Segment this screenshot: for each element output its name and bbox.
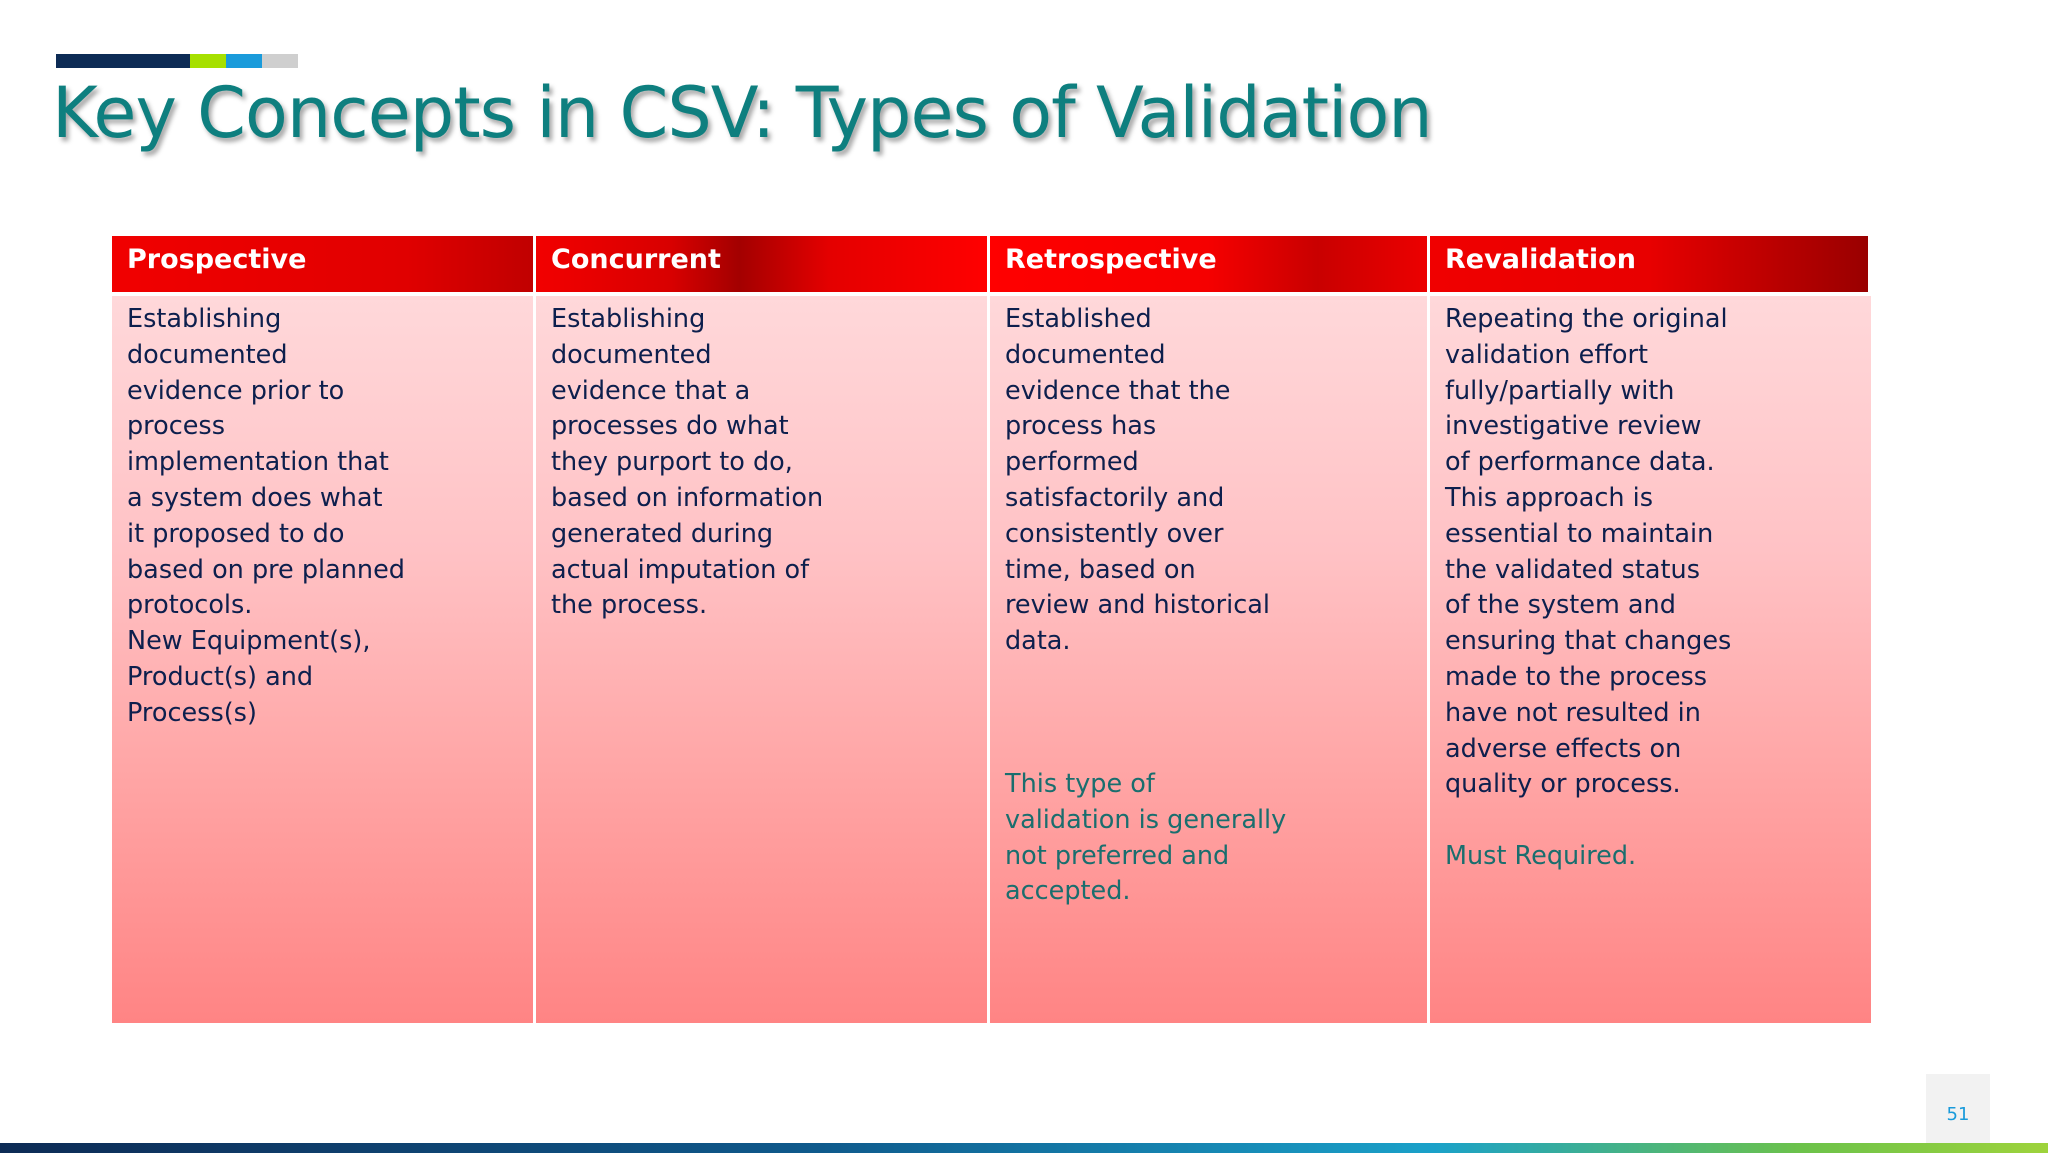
- text-line: made to the process: [1445, 661, 1708, 692]
- text-line: satisfactorily and: [1005, 482, 1225, 513]
- accent-segment-navy: [56, 54, 190, 68]
- text-line: validation effort: [1445, 339, 1648, 370]
- cell-retrospective: [990, 296, 1430, 1023]
- text-line: ensuring that changes: [1445, 626, 1732, 657]
- text-line: implementation that: [127, 447, 389, 478]
- spacer: [1445, 803, 1857, 839]
- text-line: have not resulted in: [1445, 697, 1701, 728]
- spacer: [1005, 660, 1413, 767]
- text-line: This approach is: [1445, 482, 1654, 513]
- text-line: actual imputation of: [551, 554, 810, 585]
- note-line: accepted.: [1005, 876, 1131, 907]
- text-line: they purport to do,: [551, 447, 793, 478]
- slide-title: Key Concepts in CSV: Types of Validation: [52, 72, 1432, 154]
- text-line: generated during: [551, 518, 774, 549]
- header-prospective: Prospective: [112, 236, 536, 296]
- bottom-gradient-bar: [0, 1143, 2048, 1153]
- text-line: documented: [1005, 339, 1166, 370]
- cell-revalidation: [1430, 296, 1871, 1023]
- text-line: Repeating the original: [1445, 304, 1728, 334]
- text-line: New Equipment(s),: [127, 626, 371, 657]
- header-retrospective: Retrospective: [990, 236, 1430, 296]
- text-line: essential to maintain: [1445, 518, 1714, 549]
- text-line: evidence prior to: [127, 375, 345, 406]
- text-line: it proposed to do: [127, 518, 345, 549]
- text-line: quality or process.: [1445, 769, 1681, 800]
- text-line: of performance data.: [1445, 447, 1715, 478]
- note-line: not preferred and: [1005, 840, 1230, 871]
- text-line: Establishing: [127, 304, 282, 334]
- text-line: evidence that a: [551, 375, 751, 406]
- text-line: fully/partially with: [1445, 375, 1675, 406]
- text-line: review and historical: [1005, 590, 1270, 621]
- text-line: documented: [127, 339, 288, 370]
- text-line: investigative review: [1445, 411, 1702, 442]
- text-line: based on pre planned: [127, 554, 405, 585]
- text-line: adverse effects on: [1445, 733, 1682, 764]
- text-line: the process.: [551, 590, 708, 621]
- text-line: of the system and: [1445, 590, 1676, 621]
- text-line: data.: [1005, 626, 1071, 657]
- text-line: time, based on: [1005, 554, 1196, 585]
- text-line: performed: [1005, 447, 1139, 478]
- text-line: Process(s): [127, 697, 257, 728]
- note-line: This type of: [1005, 768, 1155, 799]
- text-line: Established: [1005, 304, 1152, 334]
- page-number: 51: [1926, 1074, 1990, 1153]
- text-line: based on information: [551, 482, 824, 513]
- text-line: a system does what: [127, 482, 383, 513]
- accent-segment-lime: [190, 54, 226, 68]
- text-line: documented: [551, 339, 712, 370]
- note-line: validation is generally: [1005, 804, 1287, 835]
- validation-types-table: [112, 236, 1871, 1023]
- accent-bar: [56, 54, 298, 68]
- accent-segment-grey: [262, 54, 298, 68]
- cell-prospective: [112, 296, 536, 1023]
- text-line: Establishing: [551, 304, 706, 334]
- text-line: process has: [1005, 411, 1157, 442]
- text-line: evidence that the: [1005, 375, 1231, 406]
- text-line: protocols.: [127, 590, 253, 621]
- text-line: process: [127, 411, 225, 442]
- header-revalidation: Revalidation: [1430, 236, 1871, 296]
- text-line: the validated status: [1445, 554, 1700, 585]
- text-line: Product(s) and: [127, 661, 314, 692]
- note-line: Must Required.: [1445, 841, 1637, 872]
- accent-segment-blue: [226, 54, 262, 68]
- cell-concurrent: [536, 296, 990, 1023]
- text-line: consistently over: [1005, 518, 1224, 549]
- header-concurrent: Concurrent: [536, 236, 990, 296]
- text-line: processes do what: [551, 411, 789, 442]
